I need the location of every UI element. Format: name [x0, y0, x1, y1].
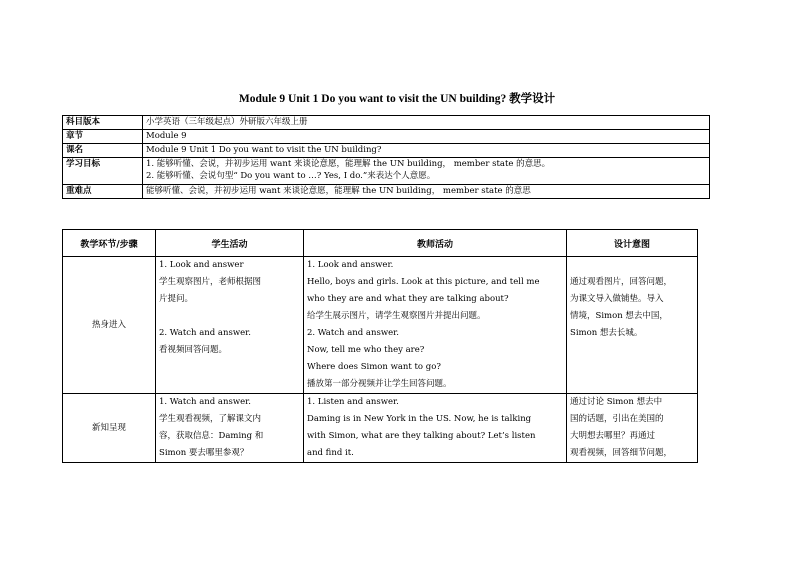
teacher-activity-cell — [304, 257, 567, 394]
info-value — [143, 185, 710, 199]
text-line: 1. Listen and answer. — [307, 397, 399, 407]
text-line: 通过观看图片，回答问题， — [570, 277, 673, 287]
info-value — [143, 144, 710, 158]
text-line: 为课文导入做铺垫。导入 — [570, 294, 664, 304]
student-activity-cell — [156, 257, 304, 394]
stage-cell: 热身进入 — [63, 257, 156, 394]
text-line: Daming is in New York in the US. Now, he is talking — [307, 414, 532, 424]
text-line: Hello, boys and girls. Look at this picture, and tell me — [307, 277, 540, 287]
text-line: 学生观察图片，老师根据图 — [159, 277, 262, 287]
blank-line — [159, 308, 300, 325]
header-design-intent: 设计意图 — [567, 230, 698, 257]
info-key: 章节 — [63, 130, 143, 144]
text-line: 观看视频，回答细节问题， — [570, 448, 673, 458]
blank-line — [570, 257, 694, 274]
info-row-objectives — [63, 158, 710, 185]
text-line: 给学生展示图片，请学生观察图片并提出问题。 — [307, 311, 486, 321]
info-row-subject — [63, 116, 710, 130]
text-line: Simon 想去长城。 — [570, 328, 643, 338]
text-line: 1. Watch and answer. — [159, 397, 251, 407]
info-row-key-points — [63, 185, 710, 199]
document-title: Module 9 Unit 1 Do you want to visit the UN building? 教学设计 — [238, 93, 556, 105]
text-line: and find it. — [307, 448, 354, 458]
teacher-activity-cell — [304, 394, 567, 463]
design-intent-cell — [567, 394, 698, 463]
header-stage: 教学环节/步骤 — [63, 230, 156, 257]
text-line: 情境，Simon 想去中国， — [570, 311, 668, 321]
text-line: 2. Watch and answer. — [307, 328, 399, 338]
lesson-plan-table — [62, 229, 698, 463]
text-line: 1. Look and answer — [159, 260, 244, 270]
text-line: 国的话题，引出在美国的 — [570, 414, 664, 424]
text-line: Now, tell me who they are? — [307, 345, 425, 355]
info-key: 学习目标 — [63, 158, 143, 185]
lesson-row-new-knowledge — [63, 394, 698, 463]
stage-cell: 新知呈现 — [63, 394, 156, 463]
header-student-activity: 学生活动 — [156, 230, 304, 257]
info-value-line: Module 9 — [146, 131, 187, 141]
text-line: 2. Watch and answer. — [159, 328, 251, 338]
text-line: who they are and what they are talking about? — [307, 294, 509, 304]
info-value-line: 1. 能够听懂、会说，并初步运用 want 来谈论意愿，能理解 the UN building， member state 的意思。 — [146, 159, 551, 169]
info-value — [143, 116, 710, 130]
info-key: 重难点 — [63, 185, 143, 199]
header-teacher-activity: 教师活动 — [304, 230, 567, 257]
text-line: 通过讨论 Simon 想去中 — [570, 397, 663, 407]
text-line: Simon 要去哪里参观？ — [159, 448, 249, 458]
text-line: 大明想去哪里？再通过 — [570, 431, 656, 441]
text-line: 1. Look and answer. — [307, 260, 394, 270]
student-activity-cell — [156, 394, 304, 463]
text-line: 片提问。 — [159, 294, 194, 304]
info-value-line: 能够听懂、会说，并初步运用 want 来谈论意愿，能理解 the UN building， member state 的意思 — [146, 186, 531, 196]
text-line: Where does Simon want to go? — [307, 362, 441, 372]
design-intent-cell — [567, 257, 698, 394]
info-value — [143, 130, 710, 144]
info-key: 科目版本 — [63, 116, 143, 130]
lesson-row-warmup — [63, 257, 698, 394]
text-line: 看视频回答问题。 — [159, 345, 228, 355]
text-line: 学生观看视频，了解课文内 — [159, 414, 262, 424]
text-line: 播放第一部分视频并让学生回答问题。 — [307, 379, 452, 389]
info-value — [143, 158, 710, 185]
info-row-lesson-name — [63, 144, 710, 158]
text-line: with Simon, what are they talking about? Let’s listen — [307, 431, 536, 441]
text-line: 容，获取信息：Daming 和 — [159, 431, 264, 441]
info-key: 课名 — [63, 144, 143, 158]
info-table — [62, 115, 710, 199]
info-value-line: 小学英语（三年级起点）外研版六年级上册 — [146, 117, 308, 127]
info-row-chapter — [63, 130, 710, 144]
info-value-line: Module 9 Unit 1 Do you want to visit the UN building? — [146, 145, 382, 155]
info-value-line: 2. 能够听懂、会说句型“ Do you want to …? Yes, I do.”来表达个人意愿。 — [146, 171, 436, 181]
lesson-header-row — [63, 230, 698, 257]
